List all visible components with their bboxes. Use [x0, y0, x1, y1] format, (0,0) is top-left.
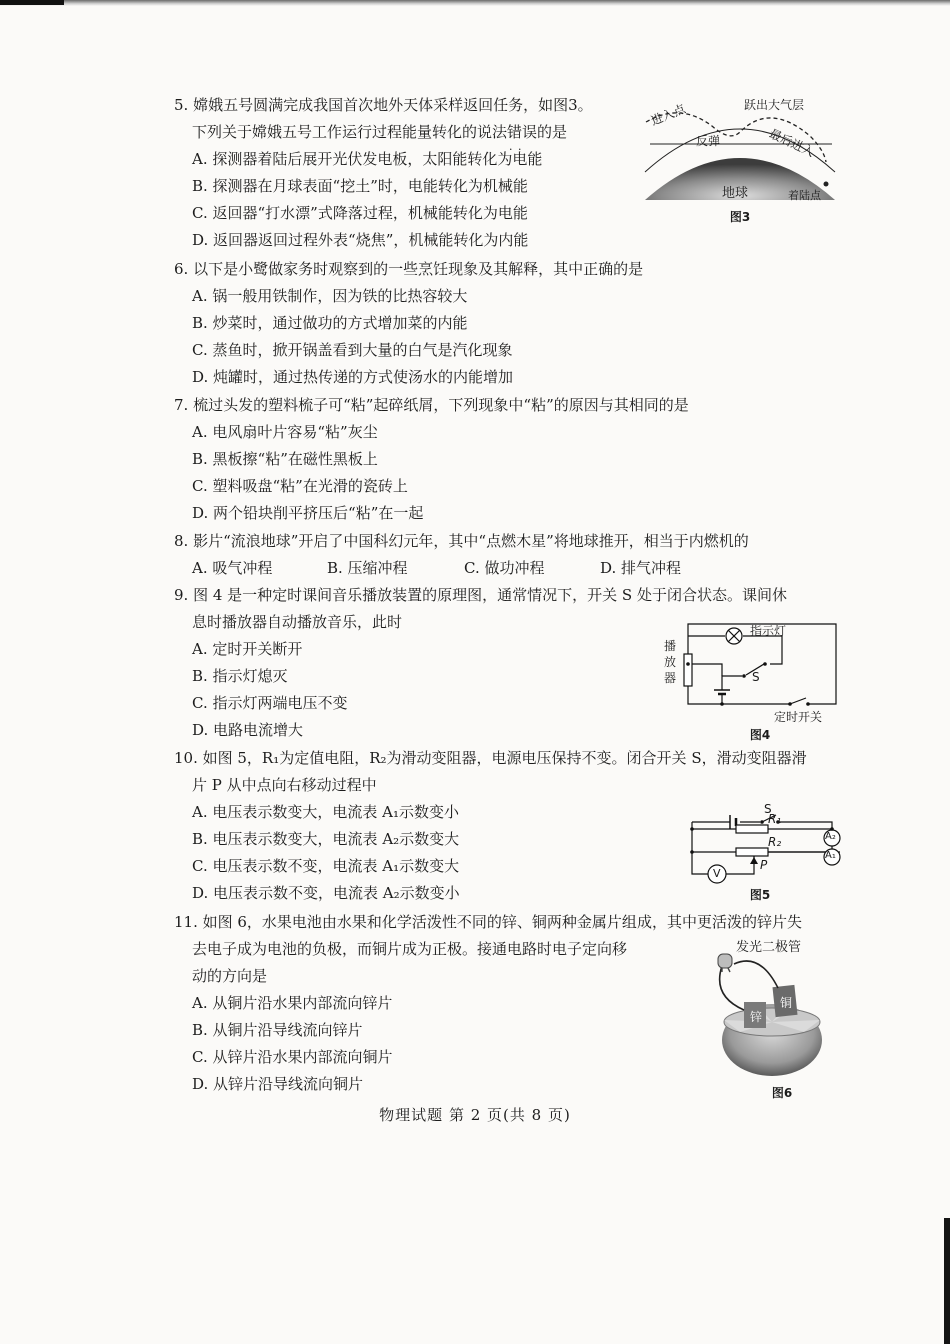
label-v: V [713, 867, 721, 880]
option-b: B. 炒菜时，通过做功的方式增加菜的内能 [192, 314, 468, 332]
option-a: A. 电风扇叶片容易“粘”灰尘 [192, 423, 378, 441]
label-player: 播放器 [664, 639, 677, 685]
option-b: B. 从铜片沿导线流向锌片 [192, 1021, 363, 1039]
options-row [174, 555, 854, 582]
label-rebound: 反弹 [696, 134, 721, 148]
label-p: P [760, 858, 768, 872]
question-stem: 11. 如图 6，水果电池由水果和化学活泼性不同的锌、铜两种金属片组成，其中更活泼的锌片失 [174, 913, 802, 931]
question-stem: 8. 影片“流浪地球”开启了中国科幻元年，其中“点燃木星”将地球推开，相当于内燃机的 [174, 532, 749, 550]
question-stem: 5. 嫦娥五号圆满完成我国首次地外天体采样返回任务，如图3。 [174, 96, 593, 114]
label-entry-point: 进入点 [648, 101, 688, 129]
label-skip-out: 跃出大气层 [744, 98, 805, 112]
label-a2: A₂ [825, 831, 836, 842]
option-a: A. 定时开关断开 [192, 640, 303, 658]
figure-5 [680, 802, 850, 906]
option-c: C. 塑料吸盘“粘”在光滑的瓷砖上 [192, 477, 408, 495]
option-a: A. 锅一般用铁制作，因为铁的比热容较大 [192, 287, 468, 305]
question-stem: 动的方向是 [192, 967, 268, 985]
landing-dot [824, 182, 829, 187]
option-d: D. 从锌片沿导线流向铜片 [192, 1075, 364, 1093]
option-b: B. 电压表示数变大，电流表 A₂示数变大 [192, 830, 460, 848]
figure-caption: 图6 [771, 1086, 793, 1100]
figure-3 [640, 92, 840, 232]
label-led: 发光二极管 [736, 940, 802, 955]
figure-6 [700, 938, 840, 1102]
label-r2: R₂ [768, 835, 782, 849]
question-stem: 9. 图 4 是一种定时课间音乐播放装置的原理图，通常情况下，开关 S 处于闭合状态。课间休 [174, 586, 787, 604]
label-earth: 地球 [722, 186, 749, 201]
label-lamp: 指示灯 [750, 624, 787, 638]
option-b: B. 探测器在月球表面“挖土”时，电能转化为机械能 [192, 177, 528, 195]
question-stem: 下列关于嫦娥五号工作运行过程能量转化的说法错误 · ·的是 [174, 119, 854, 146]
figure-caption: 图5 [749, 888, 771, 902]
option-c: C. 蒸鱼时，掀开锅盖看到大量的白气是汽化现象 [192, 341, 513, 359]
question-8 [174, 528, 854, 582]
led-icon [718, 954, 732, 968]
option-d: D. 两个铅块削平挤压后“粘”在一起 [192, 504, 424, 522]
option-c: C. 电压表示数不变，电流表 A₁示数变大 [192, 857, 460, 875]
option-a: A. 从铜片沿水果内部流向锌片 [192, 994, 393, 1012]
question-stem: 6. 以下是小鹭做家务时观察到的一些烹饪现象及其解释，其中正确的是 [174, 260, 644, 278]
option-c: C. 从锌片沿水果内部流向铜片 [192, 1048, 393, 1066]
page-footer: 物理试题 第 2 页(共 8 页) [379, 1106, 571, 1124]
option-a: A. 探测器着陆后展开光伏发电板，太阳能转化为电能 [192, 150, 543, 168]
figure-caption: 图4 [749, 728, 771, 742]
wire [688, 670, 790, 704]
resistor-r2 [736, 848, 768, 856]
option-b: B. 指示灯熄灭 [192, 667, 288, 685]
option-d: D. 炖罐时，通过热传递的方式使汤水的内能增加 [192, 368, 514, 386]
slider-arrow [750, 857, 758, 864]
emphasis-word: 错误 · · [507, 123, 537, 141]
label-timer-switch: 定时开关 [774, 710, 823, 724]
label-switch-s: S [764, 802, 772, 816]
question-stem: 7. 梳过头发的塑料梳子可“粘”起碎纸屑，下列现象中“粘”的原因与其相同的是 [174, 396, 689, 414]
player-box [684, 654, 692, 686]
option-d: D. 电路电流增大 [192, 721, 304, 739]
question-6 [174, 256, 854, 391]
fruit-battery-illustration [700, 938, 840, 1078]
option-a: A. 吸气冲程 [192, 559, 273, 577]
label-landing: 着陆点 [788, 189, 821, 202]
option-d: D. 排气冲程 [600, 559, 682, 577]
question-stem: 10. 如图 5，R₁为定值电阻，R₂为滑动变阻器，电源电压保持不变。闭合开关 S，滑动变阻器滑 [174, 749, 807, 767]
label-final-entry: 最后进入 [767, 126, 817, 160]
resistor-r1 [736, 825, 768, 833]
label-zinc: 锌 [750, 1010, 763, 1024]
question-stem: 息时播放器自动播放音乐，此时 [192, 613, 403, 631]
option-d: D. 电压表示数不变，电流表 A₂示数变小 [192, 884, 460, 902]
scan-edge-top [0, 0, 950, 6]
question-7 [174, 392, 854, 527]
figure-4 [660, 620, 844, 748]
option-d: D. 返回器返回过程外表“烧焦”，机械能转化为内能 [192, 231, 529, 249]
option-b: B. 黑板擦“粘”在磁性黑板上 [192, 450, 378, 468]
option-c: C. 指示灯两端电压不变 [192, 694, 348, 712]
option-c: C. 做功冲程 [464, 559, 545, 577]
option-c: C. 返回器“打水漂”式降落过程，机械能转化为电能 [192, 204, 528, 222]
question-stem: 片 P 从中点向右移动过程中 [192, 776, 377, 794]
question-stem: 去电子成为电池的负极，而铜片成为正极。接通电路时电子定向移 [192, 940, 628, 958]
label-copper: 铜 [780, 996, 793, 1010]
label-r1: R₁ [768, 812, 782, 826]
scan-edge-right [944, 1218, 950, 1344]
label-switch-s: S [752, 670, 760, 684]
figure-caption: 图3 [729, 210, 751, 224]
label-a1: A₁ [825, 850, 836, 861]
option-b: B. 压缩冲程 [327, 559, 408, 577]
scan-mark [0, 0, 64, 5]
option-a: A. 电压表示数变大，电流表 A₁示数变小 [192, 803, 459, 821]
